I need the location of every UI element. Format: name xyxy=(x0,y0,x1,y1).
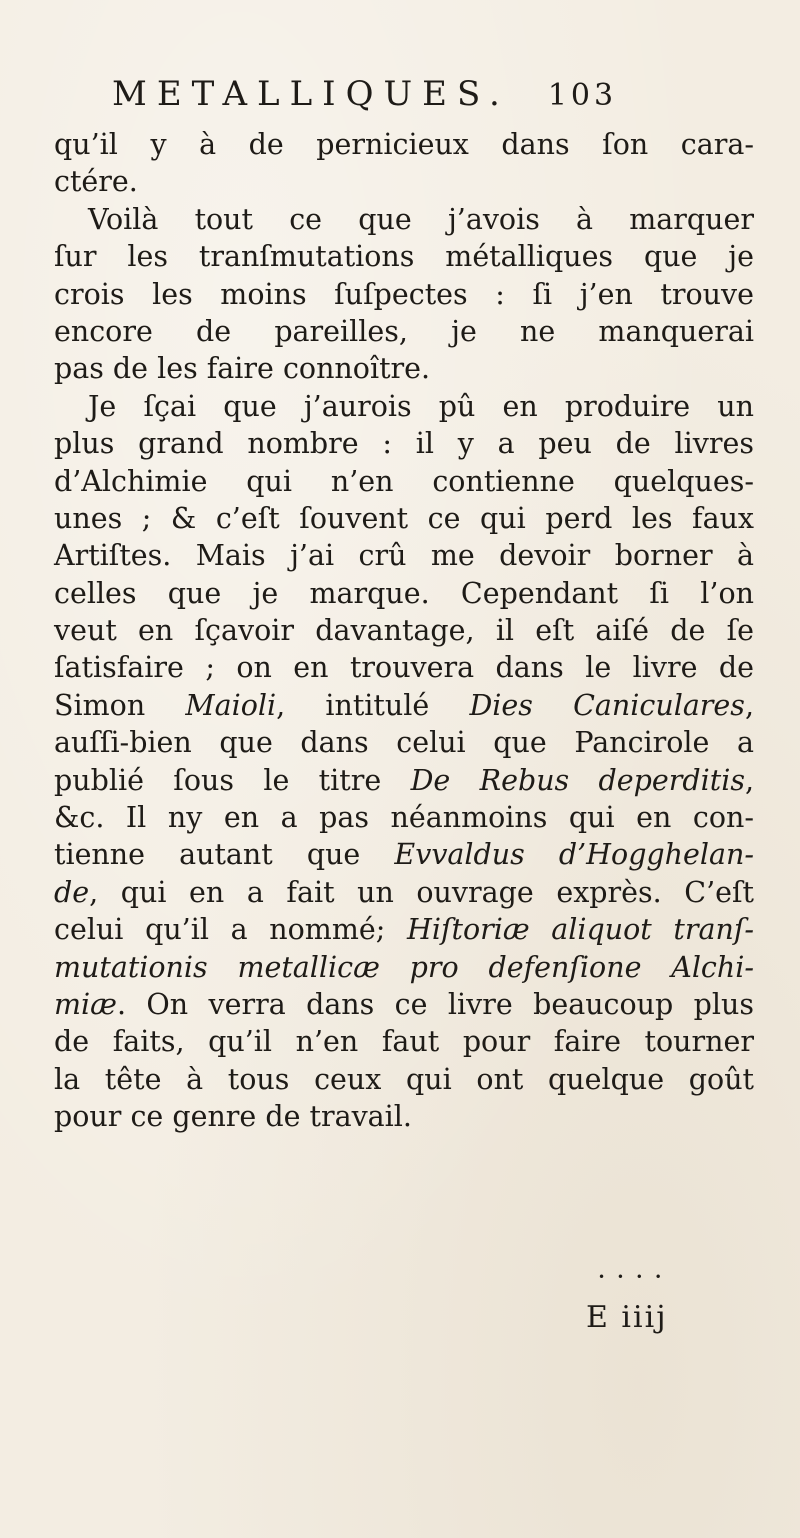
text-line xyxy=(54,575,754,612)
text-segment: auſſi-bien que dans celui que Pancirole a xyxy=(54,726,754,760)
text-line xyxy=(54,1098,754,1135)
italic-text: miæ xyxy=(54,987,117,1021)
text-line xyxy=(54,949,754,986)
text-segment: Je ſçai que j’aurois pû en produire un xyxy=(88,389,754,423)
page-number: 103 xyxy=(547,78,618,113)
body-text xyxy=(54,126,754,1136)
running-head-title: METALLIQUES. xyxy=(112,74,510,114)
italic-text: de xyxy=(54,875,90,909)
text-line xyxy=(54,1023,754,1060)
text-line xyxy=(54,687,754,724)
text-line xyxy=(54,537,754,574)
text-segment: Artiſtes. Mais j’ai crû me devoir borner à xyxy=(54,539,754,573)
text-segment: plus grand nombre : il y a peu de livres xyxy=(54,427,754,461)
text-line xyxy=(54,276,754,313)
text-segment: tienne autant que xyxy=(54,838,395,872)
text-segment: celles que je marque. Cependant ſi l’on xyxy=(54,576,754,610)
text-segment: . On verra dans ce livre beaucoup plus xyxy=(116,987,754,1021)
text-segment: ſatisfaire ; on en trouvera dans le livre de xyxy=(54,651,754,685)
text-segment: ſur les tranſmutations métalliques que je xyxy=(54,240,754,274)
italic-text: Hiſtoriæ aliquot tranſ- xyxy=(406,913,755,947)
italic-text: De Rebus deperditis xyxy=(410,763,745,797)
text-segment: pour ce genre de travail. xyxy=(54,1100,412,1134)
text-segment: , xyxy=(744,688,754,722)
text-segment: Voilà tout ce que j’avois à marquer xyxy=(88,202,754,236)
text-line xyxy=(54,425,754,462)
text-segment: &c. Il ny en a pas néanmoins qui en con- xyxy=(54,801,754,835)
text-line xyxy=(54,649,754,686)
text-line xyxy=(54,238,754,275)
text-line xyxy=(54,388,754,425)
italic-text: Dies Caniculares xyxy=(469,688,745,722)
text-segment: pas de les faire connoître. xyxy=(54,352,431,386)
text-segment: crois les moins ſuſpectes : ſi j’en trouve xyxy=(54,277,754,311)
italic-text: mutationis metallicæ pro defenſione Alchi- xyxy=(54,950,754,984)
text-line xyxy=(54,986,754,1023)
text-line xyxy=(54,201,754,238)
text-segment: de faits, qu’il n’en faut pour faire tourner xyxy=(54,1025,754,1059)
text-segment: celui qu’il a nommé; xyxy=(54,913,407,947)
text-line xyxy=(54,799,754,836)
italic-text: Evvaldus d’Hogghelan- xyxy=(394,838,754,872)
text-line xyxy=(54,463,754,500)
text-line xyxy=(54,500,754,537)
text-line xyxy=(54,724,754,761)
text-segment: , qui en a fait un ouvrage exprès. C’eſt xyxy=(89,875,754,909)
text-line xyxy=(54,1061,754,1098)
text-segment: d’Alchimie qui n’en contienne quelques- xyxy=(54,464,754,498)
text-line xyxy=(54,836,754,873)
text-line xyxy=(54,350,754,387)
text-segment: encore de pareilles, je ne manquerai xyxy=(54,314,754,348)
text-segment: la tête à tous ceux qui ont quelque goût xyxy=(54,1062,754,1096)
text-segment: Simon xyxy=(54,688,186,722)
signature-mark: E iiij xyxy=(586,1300,668,1335)
text-segment: , xyxy=(744,763,755,797)
text-segment: veut en ſçavoir davantage, il eſt aiſé de ſe xyxy=(54,614,754,648)
text-line xyxy=(54,313,754,350)
text-segment: ctére. xyxy=(54,165,138,199)
text-segment: qu’il y à de pernicieux dans ſon cara- xyxy=(54,128,754,161)
text-segment: publié ſous le titre xyxy=(54,763,411,797)
text-line xyxy=(54,762,754,799)
text-line xyxy=(54,874,754,911)
text-segment: , intitulé xyxy=(276,688,470,722)
text-segment: unes ; & c’eſt ſouvent ce qui perd les faux xyxy=(54,501,754,535)
running-head xyxy=(112,74,800,122)
text-line xyxy=(54,911,754,948)
signature-dots: • • • • xyxy=(598,1270,666,1284)
text-line xyxy=(54,126,754,163)
text-line xyxy=(54,612,754,649)
italic-text: Maioli xyxy=(185,688,277,722)
text-line xyxy=(54,163,754,200)
